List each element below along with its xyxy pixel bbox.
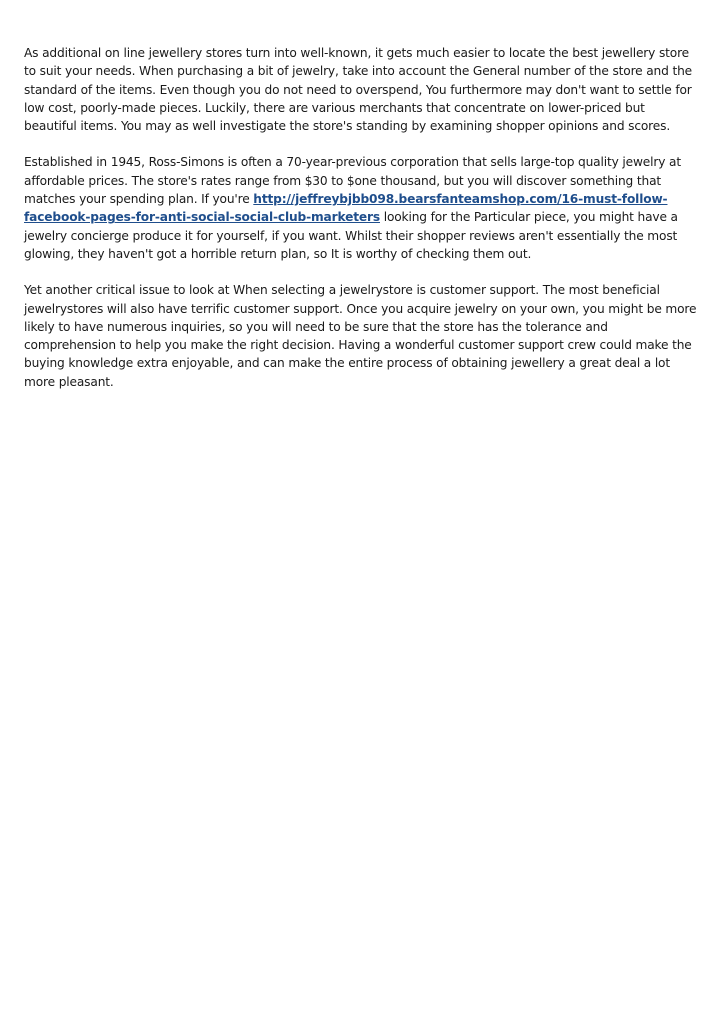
paragraph-ross-simons [24,153,700,263]
article-link[interactable]: http://jeffreybjbb098.bearsfanteamshop.com/16-must-follow-facebook-pages-for-anti-social-social-club-marketers [24,192,668,225]
paragraph-text-after-link: looking for the Particular piece, you might have a jewelry concierge produce it for yourself, if you want. Whilst their shopper reviews aren't essentially the most glowing, they haven't got a horrible return plan, so It is worthy of checking them out. [24,210,678,261]
document-body [24,44,700,409]
paragraph-text-before-link: Established in 1945, Ross-Simons is often a 70-year-previous corporation that sells large-top quality jewelry at affordable prices. The store's rates range from $30 to $one thousand, but you will discover something that matches your spending plan. If you're [24,155,681,207]
paragraph-customer-support: Yet another critical issue to look at When selecting a jewelrystore is customer support. The most beneficial jewelrystores will also have terrific customer support. Once you acquire jewelry on your own, you might be more likely to have numerous inquiries, so you will need to be sure that the store has the tolerance and comprehension to help you make the right decision. Having a wonderful customer support crew could make the buying knowledge extra enjoyable, and can make the entire process of obtaining jewellery a great deal a lot more pleasant. [24,283,697,389]
paragraph-intro: As additional on line jewellery stores turn into well-known, it gets much easier to locate the best jewellery store to suit your needs. When purchasing a bit of jewelry, take into account the General number of the store and the standard of the items. Even though you do not need to overspend, You furthermore may don't want to settle for low cost, poorly-made pieces. Luckily, there are various merchants that concentrate on lower-priced but beautiful items. You may as well investigate the store's standing by examining shopper opinions and scores. [24,46,692,134]
